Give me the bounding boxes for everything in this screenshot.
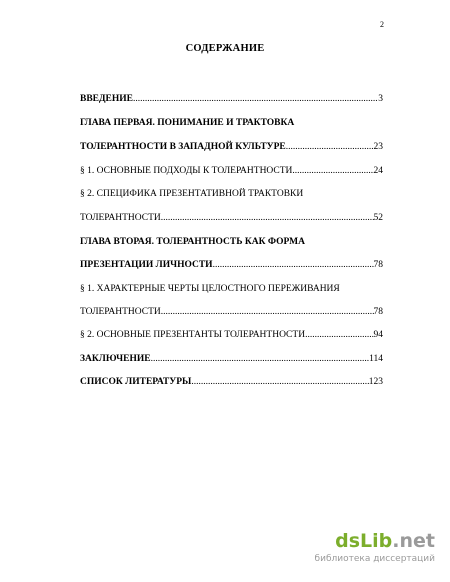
toc-entry-chapter-1-section-2-line-2: [80, 212, 383, 224]
toc-leader: [191, 376, 368, 388]
toc-entry-text: ГЛАВА ПЕРВАЯ. ПОНИМАНИЕ И ТРАКТОВКА: [80, 118, 295, 128]
toc-entry-text: ТОЛЕРАНТНОСТИ: [80, 213, 161, 223]
toc-entry-chapter-1-section-2-line-1: [80, 188, 383, 200]
toc-leader: [305, 329, 373, 341]
toc-leader: [292, 165, 373, 177]
toc-entry-chapter-2-section-2: [80, 329, 383, 341]
toc-entry-chapter-2-section-1-line-1: [80, 283, 383, 295]
toc-entry-bibliography: [80, 376, 383, 388]
toc-leader: [151, 353, 369, 365]
toc-entry-text: ЗАКЛЮЧЕНИЕ: [80, 354, 151, 364]
toc-entry-chapter-1-line-2: [80, 141, 383, 153]
toc-entry-chapter-1-line-1: [80, 117, 383, 129]
toc-entry-chapter-2-line-2: [80, 259, 383, 271]
toc-entry-chapter-1-section-1: [80, 165, 383, 177]
page-number: 2: [380, 20, 384, 29]
toc-entry-text: § 2. ОСНОВНЫЕ ПРЕЗЕНТАНТЫ ТОЛЕРАНТНОСТИ: [80, 330, 306, 340]
toc-entry-text: ПРЕЗЕНТАЦИИ ЛИЧНОСТИ: [80, 260, 213, 270]
toc-entry-text: § 2. СПЕЦИФИКА ПРЕЗЕНТАТИВНОЙ ТРАКТОВКИ: [80, 189, 304, 199]
toc-page: 78: [373, 307, 383, 317]
watermark-logo: [335, 530, 435, 552]
toc-leader: [161, 212, 374, 224]
toc-page: 123: [368, 377, 383, 387]
toc-entry-conclusion: [80, 353, 383, 365]
toc-entry-chapter-2-section-1-line-2: [80, 306, 383, 318]
toc-page: 94: [373, 330, 383, 340]
toc-entry-text: § 1. ОСНОВНЫЕ ПОДХОДЫ К ТОЛЕРАНТНОСТИ: [80, 166, 293, 176]
toc-page: 23: [373, 142, 383, 152]
toc-entry-text: § 1. ХАРАКТЕРНЫЕ ЧЕРТЫ ЦЕЛОСТНОГО ПЕРЕЖИВАНИЯ: [80, 284, 340, 294]
toc-page: 78: [373, 260, 383, 270]
toc-leader: [286, 141, 374, 153]
toc-entry-text: ТОЛЕРАНТНОСТИ В ЗАПАДНОЙ КУЛЬТУРЕ: [80, 142, 286, 152]
toc-page: 24: [373, 166, 383, 176]
toc-entry-text: СПИСОК ЛИТЕРАТУРЫ: [80, 377, 192, 387]
watermark-logo-tld: .net: [392, 530, 435, 552]
toc-entry-text: ГЛАВА ВТОРАЯ. ТОЛЕРАНТНОСТЬ КАК ФОРМА: [80, 237, 305, 247]
toc-entry-text: ВВЕДЕНИЕ: [80, 94, 133, 104]
toc-leader: [213, 259, 374, 271]
toc-page: 52: [373, 213, 383, 223]
toc-leader: [133, 93, 378, 105]
toc-entry-text: ТОЛЕРАНТНОСТИ: [80, 307, 161, 317]
watermark-subtitle: библиотека диссертаций: [314, 554, 435, 564]
toc-entry-chapter-2-line-1: [80, 236, 383, 248]
toc-page: 3: [378, 94, 383, 104]
watermark: [315, 530, 435, 570]
toc-entry-introduction: [80, 93, 383, 105]
toc-leader: [161, 306, 374, 318]
watermark-logo-main: dsLib: [335, 530, 393, 552]
toc-page: 114: [369, 354, 383, 364]
page-title: СОДЕРЖАНИЕ: [185, 43, 265, 54]
